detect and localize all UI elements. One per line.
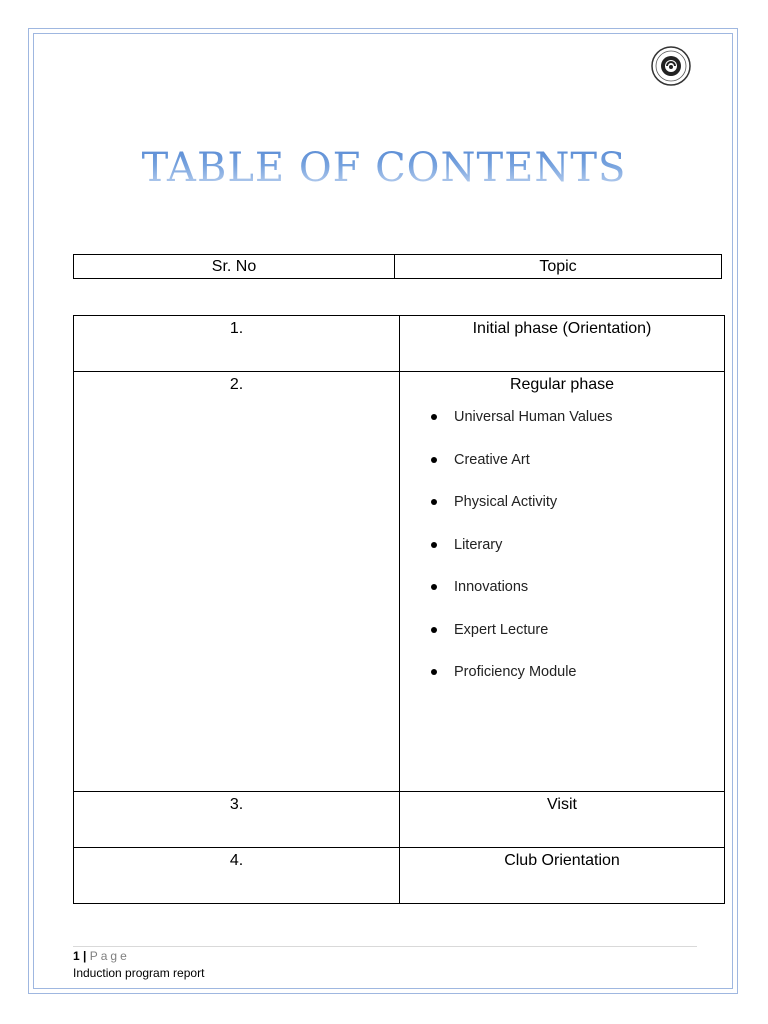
- footer-report-title: Induction program report: [73, 966, 205, 980]
- list-item: Innovations: [400, 578, 724, 621]
- table-row: [74, 792, 725, 848]
- bullet-icon: [431, 414, 437, 420]
- subtopic-list: [400, 408, 724, 706]
- list-item: Literary: [400, 536, 724, 579]
- table-header: [73, 254, 722, 279]
- row-topic: Regular phase: [509, 376, 615, 393]
- bullet-icon: [431, 542, 437, 548]
- row-number: 4.: [74, 848, 400, 904]
- table-row: [74, 316, 725, 372]
- list-item: Expert Lecture: [400, 621, 724, 664]
- row-number: 1.: [74, 316, 400, 372]
- table-row: [74, 848, 725, 904]
- institution-seal-logo: [648, 46, 694, 86]
- bullet-icon: [431, 457, 437, 463]
- bullet-icon: [431, 627, 437, 633]
- list-item: Physical Activity: [400, 493, 724, 536]
- bullet-icon: [431, 584, 437, 590]
- row-topic: Initial phase (Orientation): [400, 316, 725, 372]
- list-item: Creative Art: [400, 451, 724, 494]
- row-topic-cell: [400, 372, 725, 792]
- row-number: 3.: [74, 792, 400, 848]
- page-title: TABLE OF CONTENTS: [0, 138, 768, 198]
- table-row: [74, 372, 725, 792]
- row-number: 2.: [74, 372, 400, 792]
- list-item: Proficiency Module: [400, 663, 724, 706]
- header-sr-no: Sr. No: [74, 255, 395, 278]
- bullet-icon: [431, 499, 437, 505]
- footer-divider: [73, 946, 697, 947]
- row-topic: Visit: [400, 792, 725, 848]
- footer-page-number: 1 | Page: [73, 949, 130, 963]
- list-item: Universal Human Values: [400, 408, 724, 451]
- row-topic: Club Orientation: [400, 848, 725, 904]
- header-topic: Topic: [539, 258, 577, 275]
- bullet-icon: [431, 669, 437, 675]
- contents-table: [73, 315, 725, 904]
